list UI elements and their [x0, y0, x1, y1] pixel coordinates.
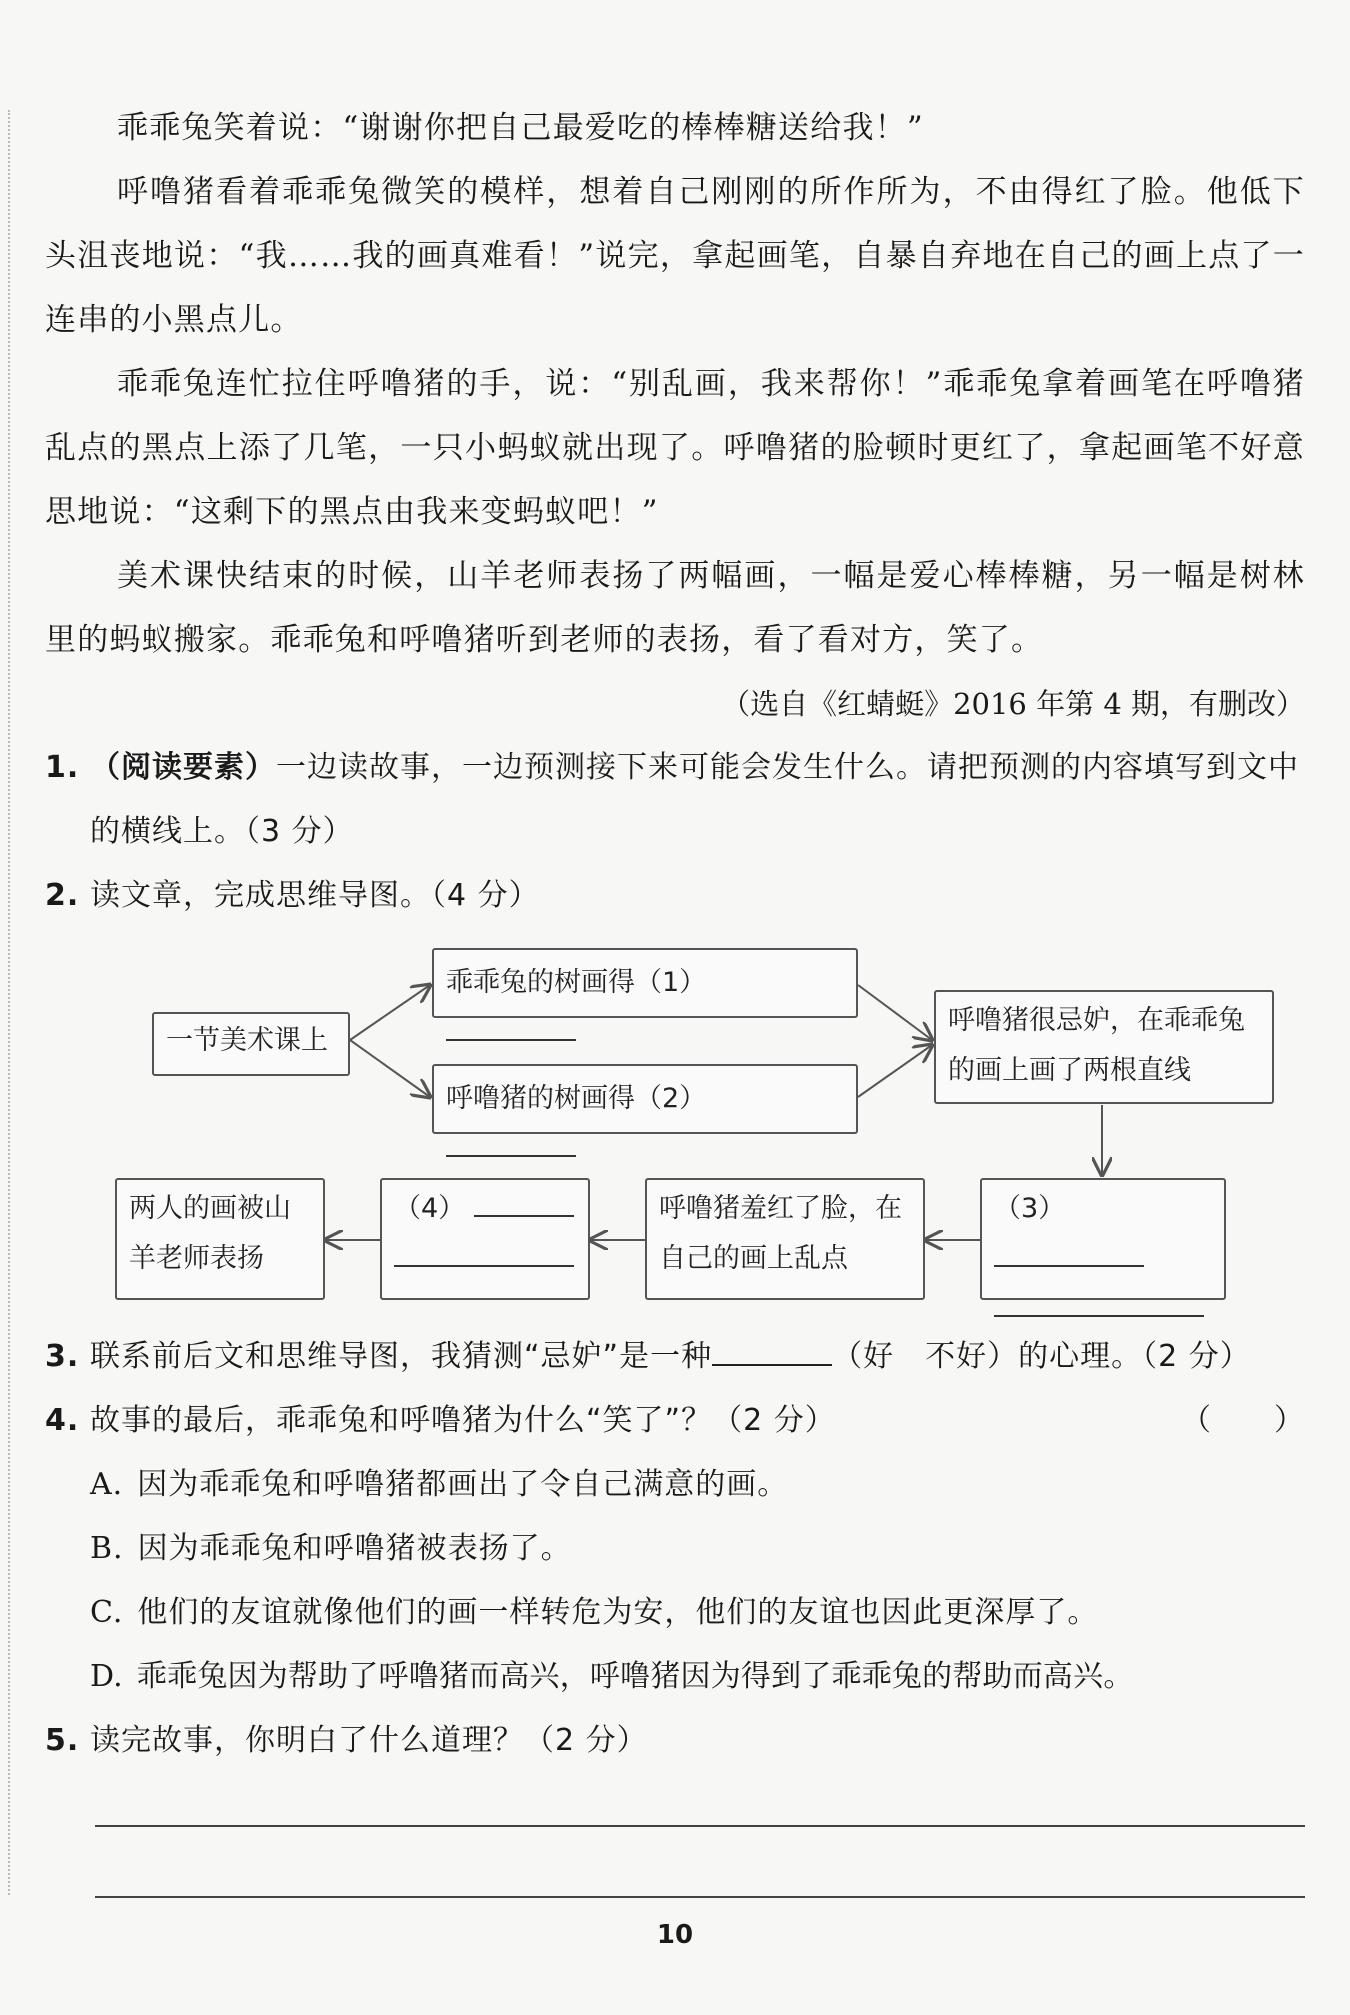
question-number: 2.: [45, 878, 80, 913]
mindmap-top-branch-box: 乖乖兔的树画得（1）: [432, 948, 858, 1018]
answer-line[interactable]: [95, 1825, 1305, 1827]
question-1: [45, 736, 1305, 864]
question-4: [45, 1389, 1305, 1453]
answer-blank-2[interactable]: [446, 1129, 576, 1157]
arrow: [350, 1040, 430, 1097]
question-2: [45, 864, 1305, 928]
story-paragraph: 呼噜猪看着乖乖兔微笑的模样，想着自己刚刚的所作所为，不由得红了脸。他低下头沮丧地说：“我……我的画真难看！”说完，拿起画笔，自暴自弃地在自己的画上点了一连串的小黑点儿。: [45, 174, 1305, 338]
mindmap-bottom-branch-box: 呼噜猪的树画得（2）: [432, 1064, 858, 1134]
answer-blank-3b[interactable]: [994, 1289, 1204, 1317]
question-text: 一边读故事，一边预测接下来可能会发生什么。请把预测的内容填写到文中的横线上。（3 分）: [90, 750, 1299, 849]
story-paragraph: 美术课快结束的时候，山羊老师表扬了两幅画，一幅是爱心棒棒糖，另一幅是树林里的蚂蚁搬家。乖乖兔和呼噜猪听到老师的表扬，看了看对方，笑了。: [45, 558, 1305, 658]
mindmap-blank-4-box: （4）: [380, 1178, 590, 1300]
question-text: 读文章，完成思维导图。（4 分）: [90, 878, 540, 913]
arrow: [858, 985, 932, 1040]
mindmap-jealous-box: 呼噜猪很忌妒，在乖乖兔 的画上画了两根直线: [934, 990, 1274, 1104]
arrow: [858, 1045, 932, 1097]
question-text: 读完故事，你明白了什么道理？（2 分）: [90, 1723, 648, 1758]
page-content: [45, 96, 1305, 928]
answer-blank-4b[interactable]: [394, 1239, 574, 1267]
story-paragraph: 乖乖兔连忙拉住呼噜猪的手，说：“别乱画，我来帮你！”乖乖兔拿着画笔在呼噜猪乱点的黑点上添了几笔，一只小蚂蚁就出现了。呼噜猪的脸顿时更红了，拿起画笔不好意思地说：“这剩下的黑点由我来变蚂蚁吧！”: [45, 366, 1305, 530]
question-number: 4.: [45, 1403, 80, 1438]
margin-dotted-line: [8, 110, 10, 1895]
option-a: A. 因为乖乖兔和呼噜猪都画出了令自己满意的画。: [90, 1467, 789, 1502]
arrow: [350, 985, 430, 1040]
page-number: 10: [656, 1920, 694, 1950]
answer-blank-3a[interactable]: [994, 1239, 1144, 1267]
option-b: B. 因为乖乖兔和呼噜猪被表扬了。: [90, 1531, 572, 1566]
mindmap-start-box: 一节美术课上: [152, 1012, 350, 1076]
option-d: D. 乖乖兔因为帮助了呼噜猪而高兴，呼噜猪因为得到了乖乖兔的帮助而高兴。: [90, 1659, 1134, 1694]
mindmap-blush-box: 呼噜猪羞红了脸，在 自己的画上乱点: [645, 1178, 925, 1300]
question-text: 故事的最后，乖乖兔和呼噜猪为什么“笑了”？（2 分）: [90, 1403, 836, 1438]
answer-bracket[interactable]: （ ）: [1181, 1403, 1305, 1438]
answer-blank-1[interactable]: [446, 1013, 576, 1041]
answer-blank-4a[interactable]: [474, 1189, 574, 1217]
question-number: 5.: [45, 1723, 80, 1758]
question-3: 3. 联系前后文和思维导图，我猜测“忌妒”是一种 （好 不好）的心理。（2 分）: [45, 1325, 1305, 1389]
question-number: 1.: [45, 750, 80, 785]
questions-section: [45, 1325, 1305, 1773]
question-number: 3.: [45, 1339, 80, 1374]
answer-blank-q3[interactable]: [712, 1336, 832, 1366]
source-citation: （选自《红蜻蜓》2016 年第 4 期，有删改）: [721, 687, 1305, 721]
story-paragraph: 乖乖兔笑着说：“谢谢你把自己最爱吃的棒棒糖送给我！”: [117, 110, 924, 146]
question-tag: （阅读要素）: [90, 750, 276, 785]
answer-line[interactable]: [95, 1896, 1305, 1898]
option-c: C. 他们的友谊就像他们的画一样转危为安，他们的友谊也因此更深厚了。: [90, 1595, 1099, 1630]
question-5: [45, 1709, 1305, 1773]
mindmap-end-box: 两人的画被山 羊老师表扬: [115, 1178, 325, 1300]
mindmap-blank-3-box: （3）: [980, 1178, 1226, 1300]
